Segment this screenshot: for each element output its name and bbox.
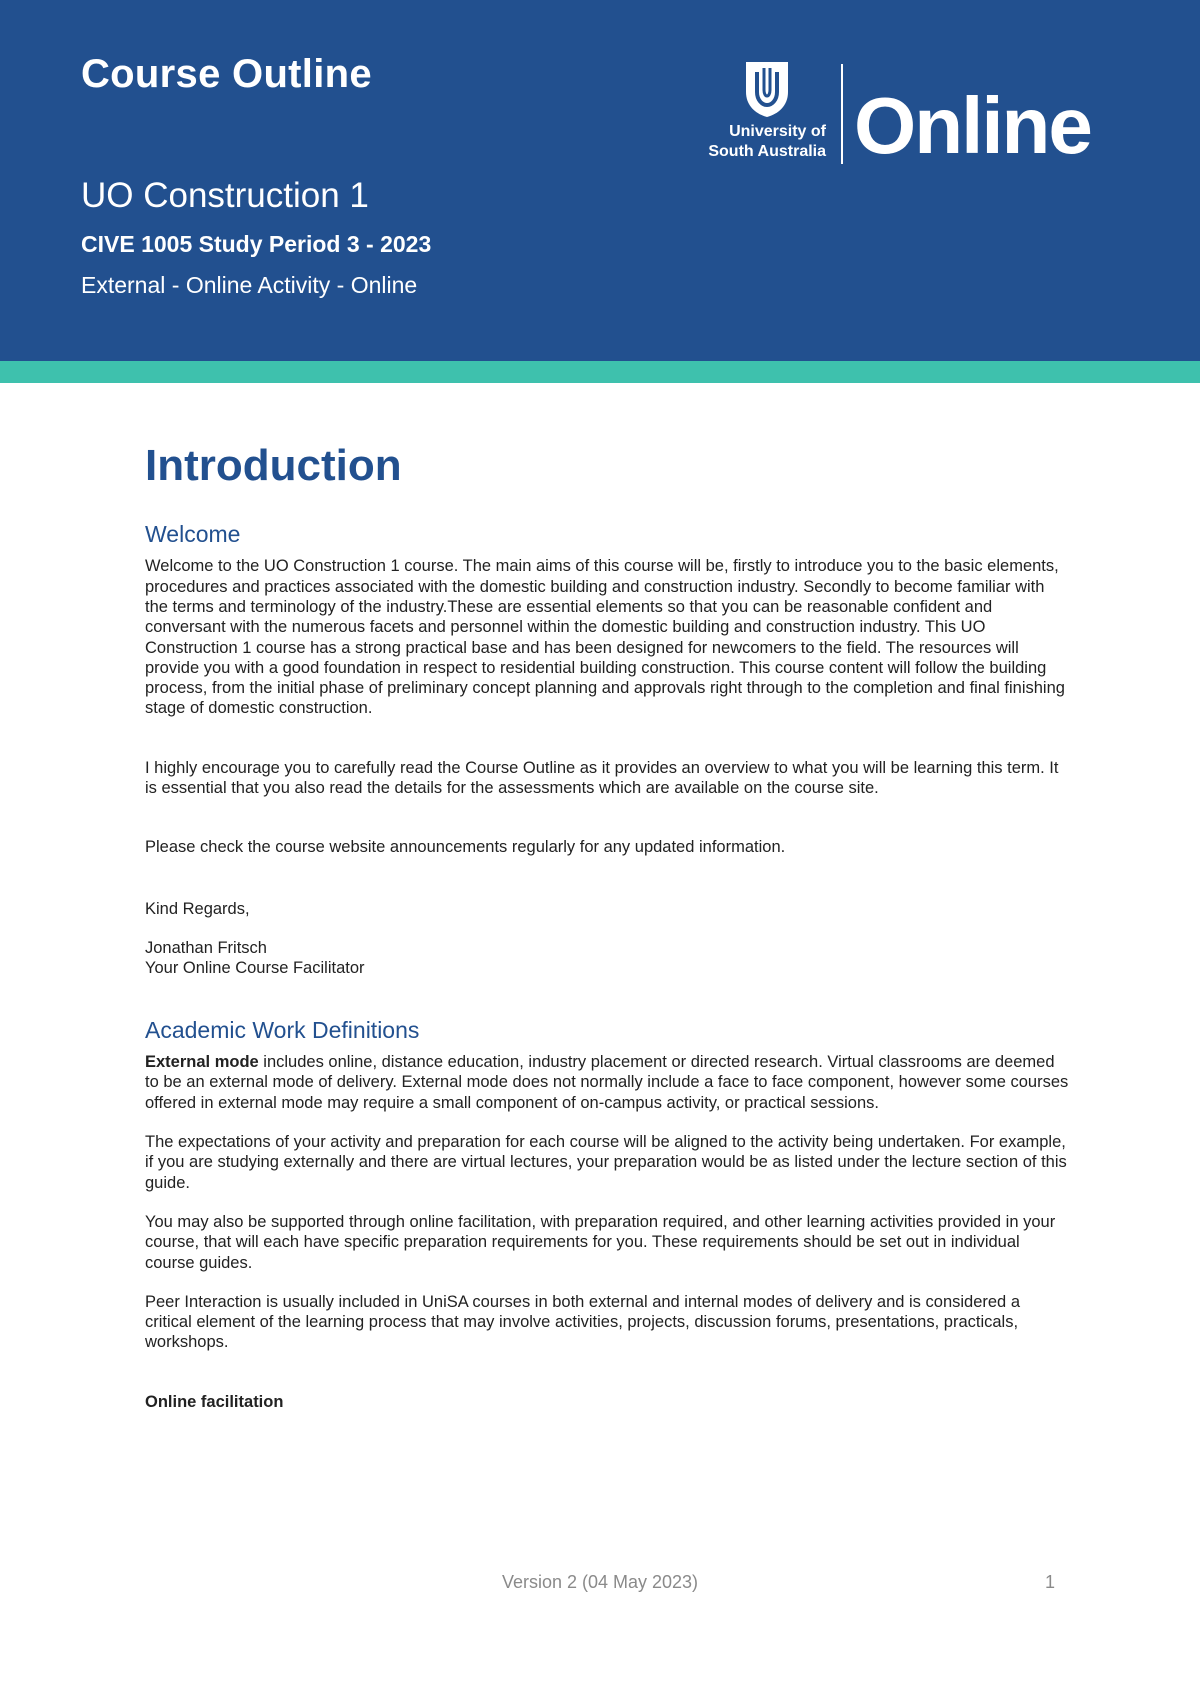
- external-mode-paragraph: [145, 1052, 1070, 1113]
- welcome-heading: Welcome: [145, 520, 241, 547]
- header-banner: [0, 0, 1200, 361]
- course-name: UO Construction 1: [81, 176, 369, 215]
- document-title: Course Outline: [81, 52, 372, 96]
- support-paragraph: You may also be supported through online facilitation, with preparation required, and other learning activities provided in your course, that will each have specific preparation requirements for you. These requirements should be set out in individual course guides.: [145, 1212, 1056, 1272]
- peer-interaction-paragraph: Peer Interaction is usually included in UniSA courses in both external and internal modes of delivery and is considered a critical element of the learning process that may involve activities, projects, discussion forums, presentations, practicals, workshops.: [145, 1292, 1020, 1352]
- main-content: [145, 440, 1070, 1412]
- welcome-paragraph: Welcome to the UO Construction 1 course. The main aims of this course will be, firstly to introduce you to the basic elements, procedures and practices associated with the domestic building and construction industry. Secondly to become familiar with the terms and terminology of the industry.These are essential elements so that you can be reasonable confident and conversant with the numerous facets and personnel within the domestic building and construction industry. This UO Construction 1 course has a strong practical base and has been designed for newcomers to the field. The resources will provide you with a good foundation in respect to residential building construction. This course content will follow the building process, from the initial phase of preliminary concept planning and approvals right through to the completion and final finishing stage of domestic construction.: [145, 557, 1065, 718]
- expectations-paragraph: The expectations of your activity and preparation for each course will be aligned to the activity being undertaken. For example, if you are studying externally and there are virtual lectures, your preparation would be as listed under the lecture section of this guide.: [145, 1133, 1067, 1192]
- logo-divider: [841, 64, 843, 164]
- unisa-online-logo: [700, 58, 1120, 168]
- external-mode-label: External mode: [145, 1053, 259, 1072]
- university-line-2: South Australia: [708, 143, 826, 160]
- footer-version: Version 2 (04 May 2023): [501, 1572, 699, 1592]
- online-brand-word: Online: [854, 81, 1091, 170]
- course-code-period: CIVE 1005 Study Period 3 - 2023: [81, 231, 432, 257]
- accent-band: [0, 361, 1200, 383]
- external-mode-text: includes online, distance education, industry placement or directed research. Virtual classrooms are deemed to be an external mode of delivery. External mode does not normally include a face to face component, however some courses offered in external mode may require a small component of on-campus activity, or practical sessions.: [145, 1053, 1069, 1112]
- encourage-paragraph: I highly encourage you to carefully read the Course Outline as it provides an overview to what you will be learning this term. It is essential that you also read the details for the assessments which are available on the course site.: [145, 758, 1059, 798]
- university-name: [700, 122, 826, 162]
- online-facilitation-label: Online facilitation: [145, 1392, 284, 1411]
- signature-name: Jonathan Fritsch: [145, 938, 267, 957]
- university-line-1: University of: [729, 123, 826, 140]
- check-announcements-paragraph: Please check the course website announcements regularly for any updated information.: [145, 838, 786, 857]
- academic-definitions-heading: Academic Work Definitions: [145, 1016, 420, 1043]
- regards-line: Kind Regards,: [145, 899, 250, 918]
- signature-role: Your Online Course Facilitator: [145, 959, 365, 978]
- introduction-heading: Introduction: [145, 441, 402, 490]
- unisa-shield-icon: [744, 60, 790, 118]
- page-number: 1: [1045, 1572, 1056, 1592]
- delivery-mode: External - Online Activity - Online: [81, 272, 418, 298]
